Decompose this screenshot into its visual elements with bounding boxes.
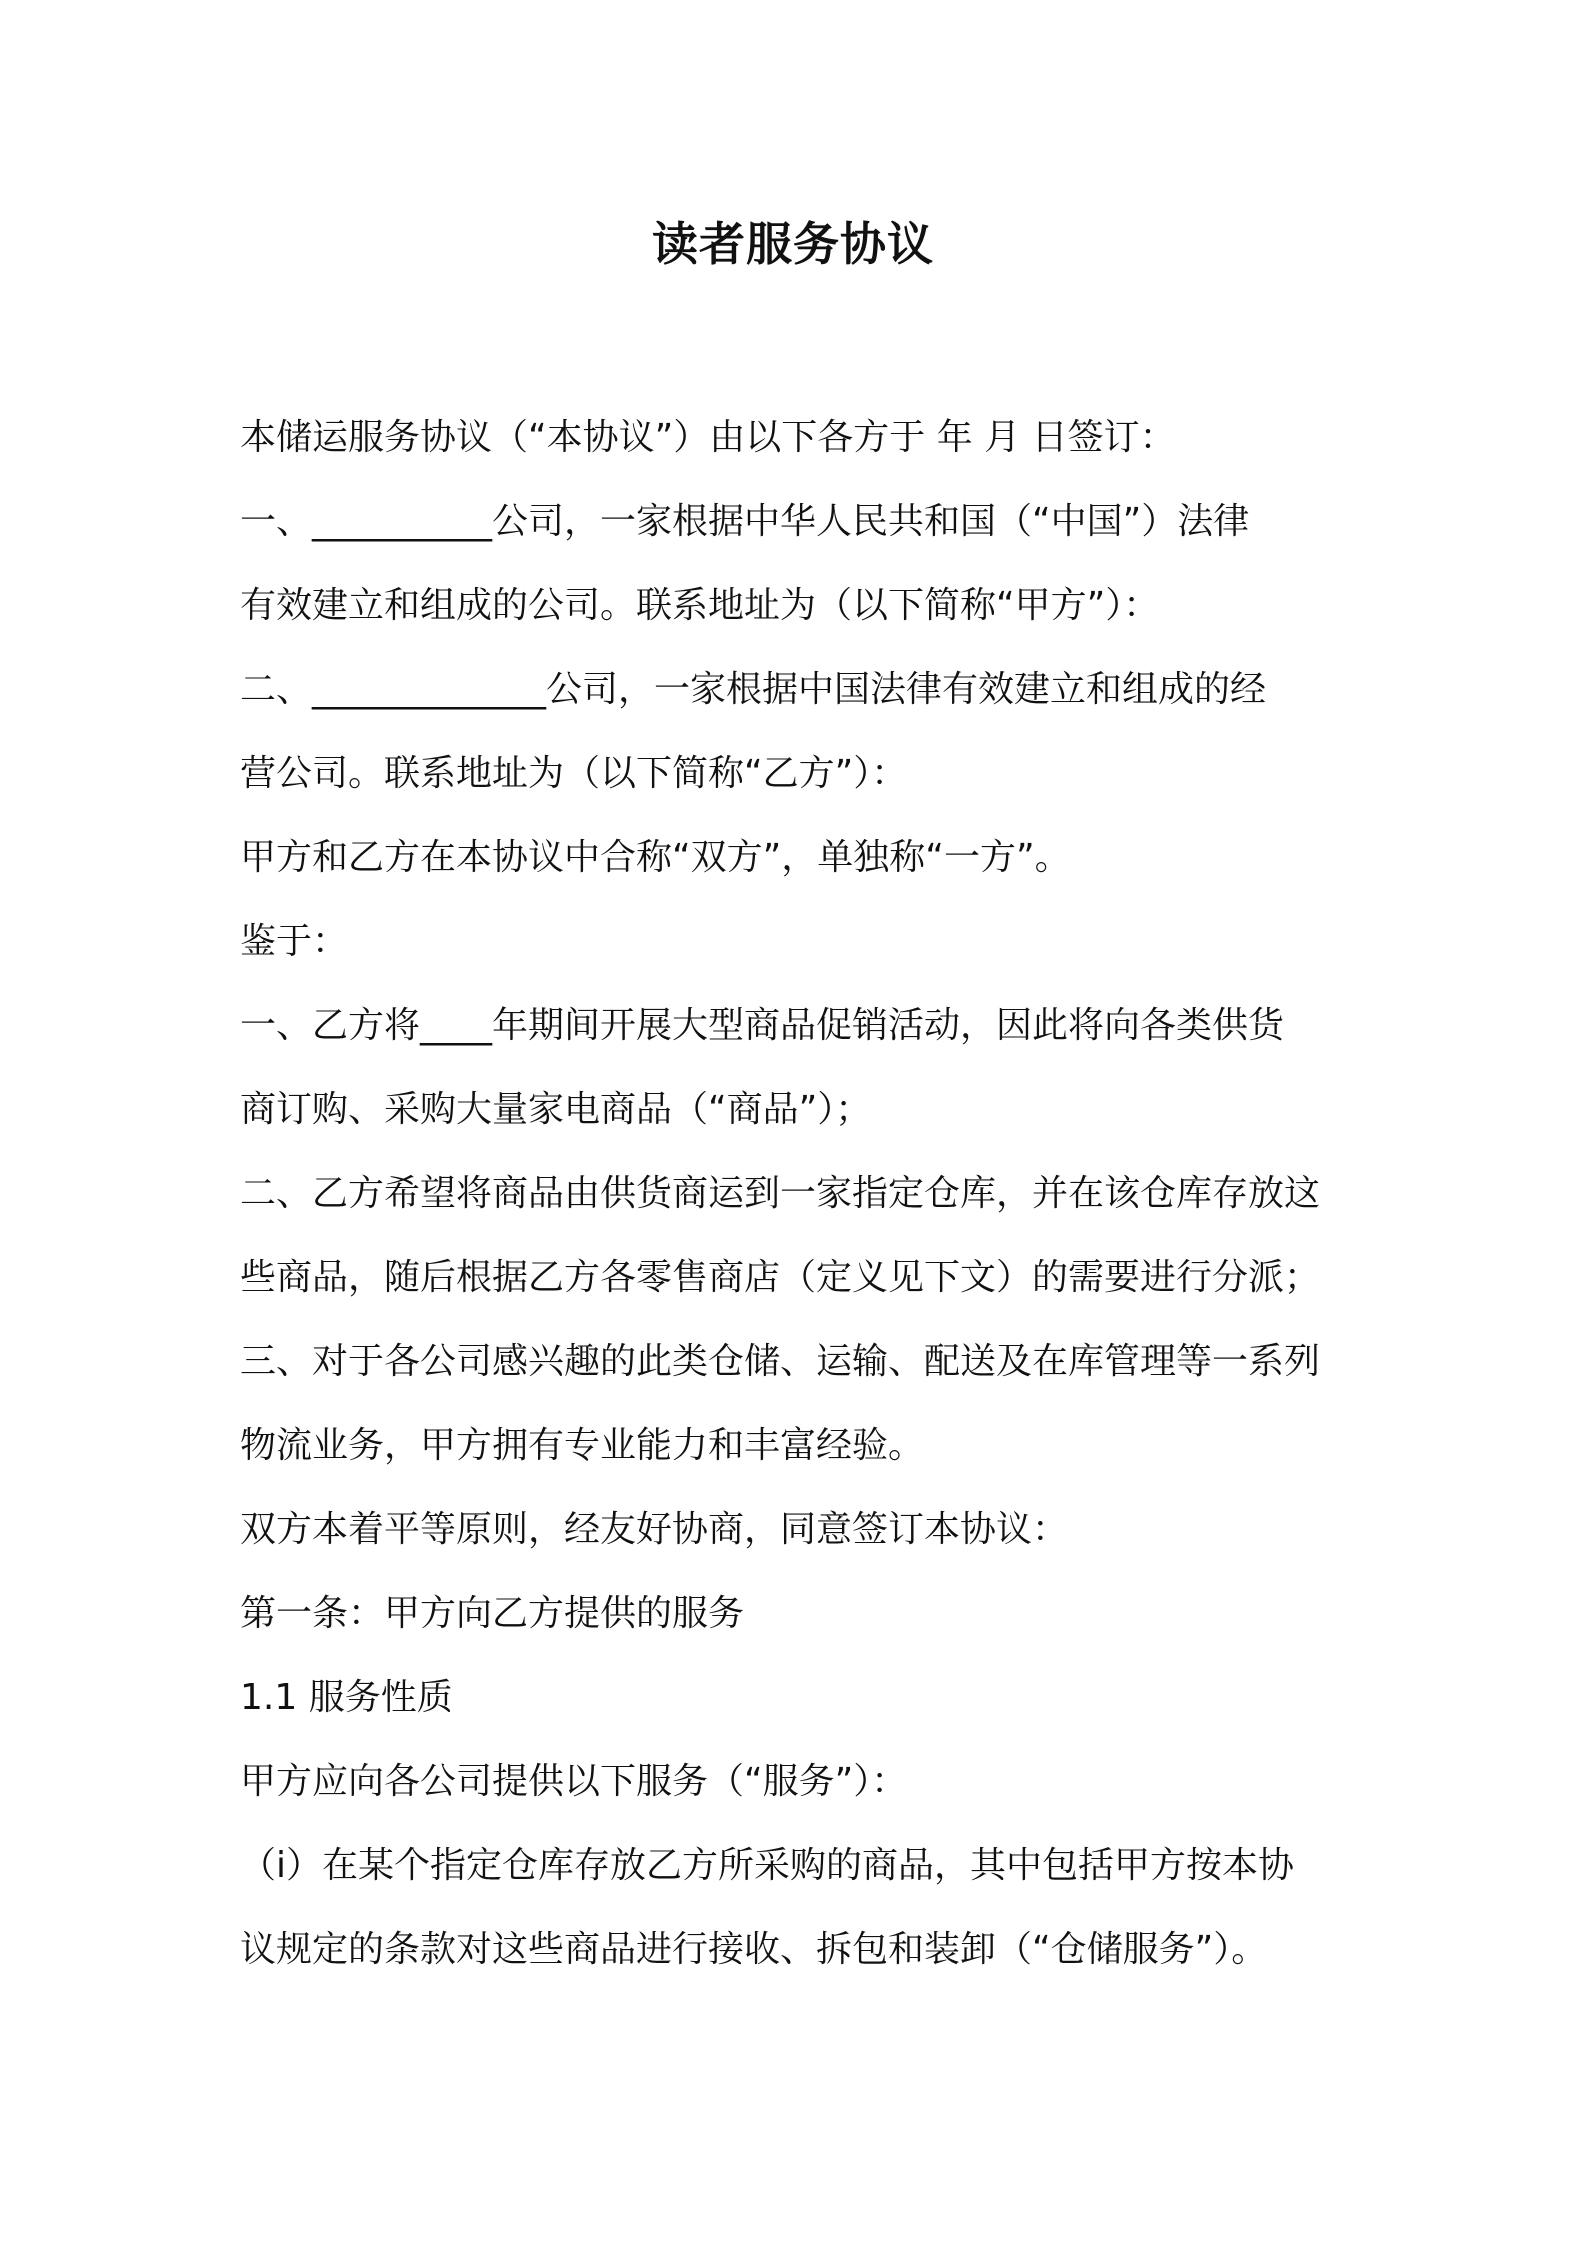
- paragraph-line: 二、乙方希望将商品由供货商运到一家指定仓库，并在该仓库存放这: [240, 1173, 1321, 1214]
- paragraph-line: 有效建立和组成的公司。联系地址为（以下简称“甲方”）：: [240, 585, 1160, 626]
- paragraph-line: 甲方应向各公司提供以下服务（“服务”）：: [240, 1761, 908, 1802]
- subsection-heading: 1.1 服务性质: [240, 1677, 453, 1718]
- paragraph-line: 些商品，随后根据乙方各零售商店（定义见下文）的需要进行分派；: [240, 1257, 1321, 1298]
- paragraph-line: 物流业务，甲方拥有专业能力和丰富经验。: [240, 1425, 925, 1466]
- paragraph-line: 三、对于各公司感兴趣的此类仓储、运输、配送及在库管理等一系列: [240, 1341, 1321, 1382]
- paragraph-line: 鉴于：: [240, 921, 349, 962]
- paragraph-line: 双方本着平等原则，经友好协商，同意签订本协议：: [240, 1509, 1069, 1550]
- paragraph-line: 议规定的条款对这些商品进行接收、拆包和装卸（“仓储服务”）。: [240, 1929, 1268, 1970]
- paragraph-line: 甲方和乙方在本协议中合称“双方”，单独称“一方”。: [240, 837, 1071, 878]
- paragraph-line: 一、__________公司，一家根据中华人民共和国（“中国”）法律: [240, 501, 1250, 542]
- paragraph-line: 商订购、采购大量家电商品（“商品”）；: [240, 1089, 872, 1130]
- paragraph-line: 一、乙方将____年期间开展大型商品促销活动，因此将向各类供货: [240, 1005, 1285, 1046]
- paragraph-line: 二、_____________公司，一家根据中国法律有效建立和组成的经: [240, 669, 1267, 710]
- paragraph-line: 营公司。联系地址为（以下简称“乙方”）：: [240, 753, 908, 794]
- paragraph-line: （ⅰ）在某个指定仓库存放乙方所采购的商品，其中包括甲方按本协: [240, 1845, 1295, 1886]
- section-heading: 第一条：甲方向乙方提供的服务: [240, 1593, 745, 1634]
- paragraph-line: 本储运服务协议（“本协议”）由以下各方于 年 月 日签订：: [240, 417, 1176, 458]
- document-title: 读者服务协议: [652, 217, 934, 271]
